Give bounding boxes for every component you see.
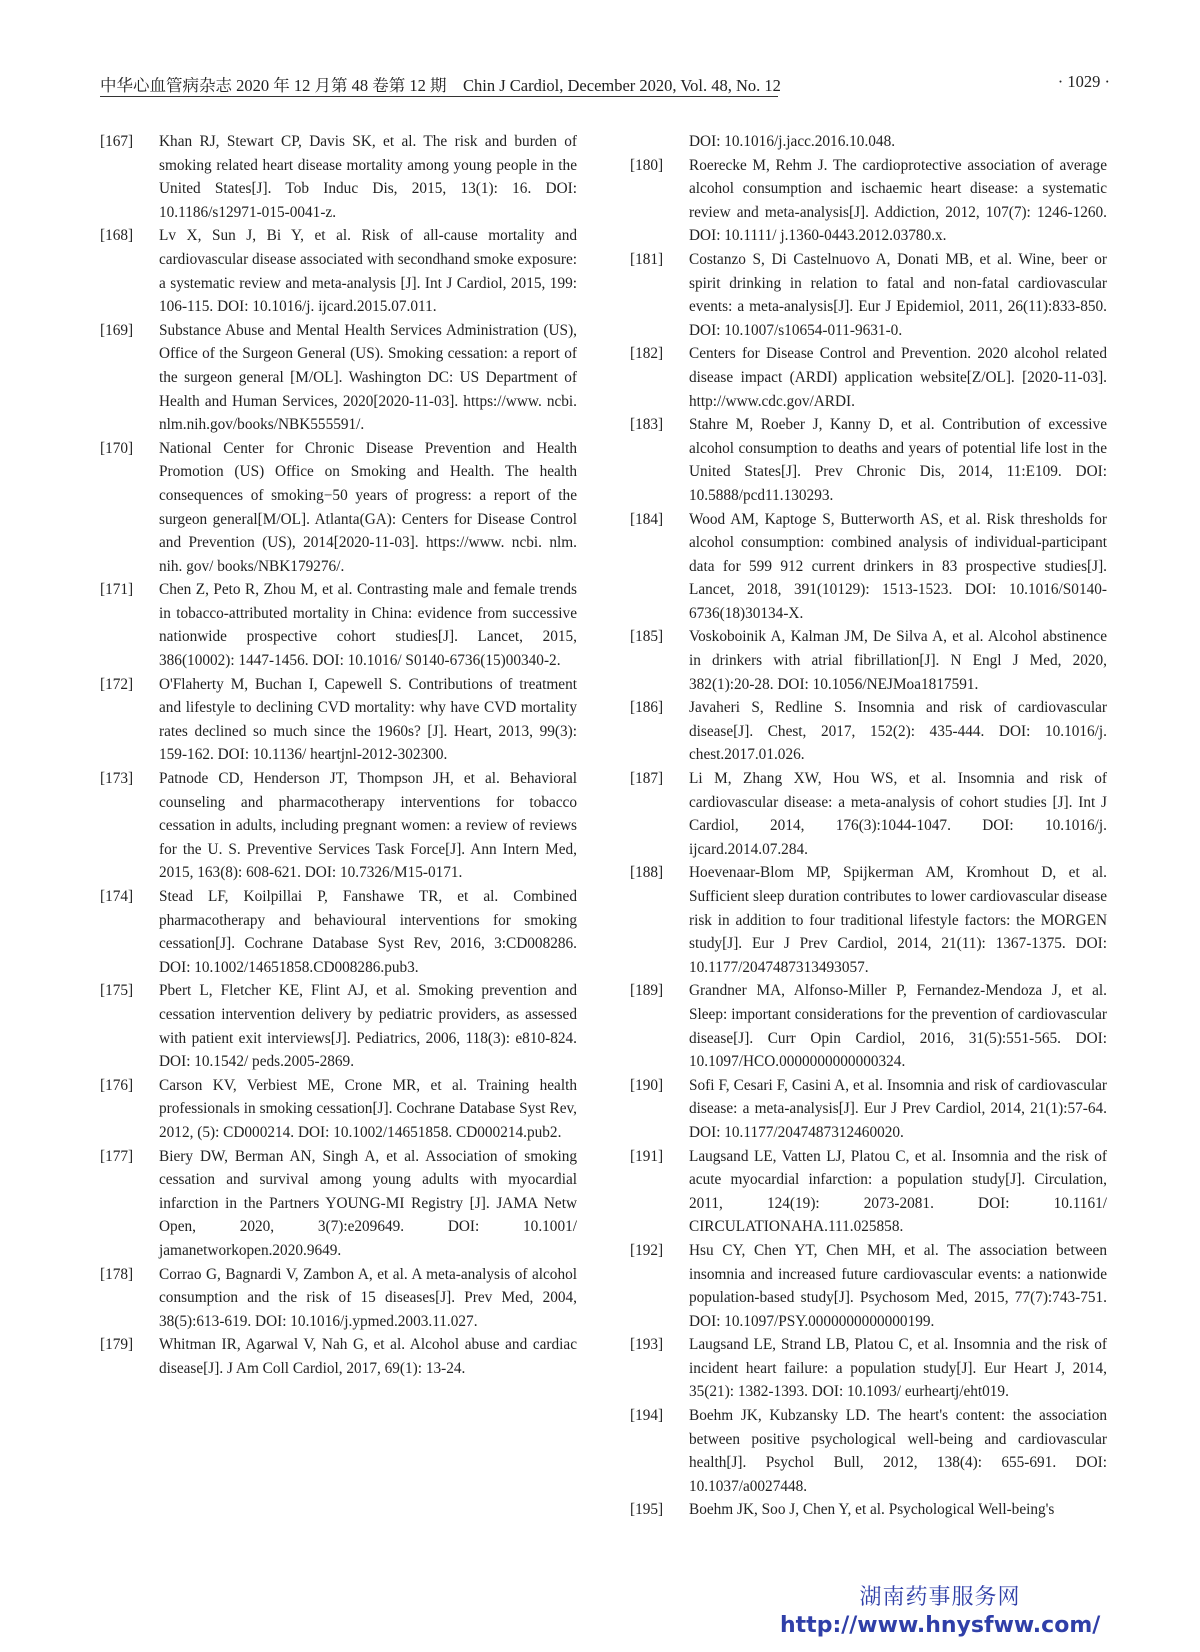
reference-item	[100, 1145, 577, 1263]
reference-text: DOI: 10.1016/j.jacc.2016.10.048.	[689, 133, 896, 150]
reference-number: [188]	[630, 864, 664, 882]
reference-item	[630, 767, 1107, 861]
reference-text: Li M, Zhang XW, Hou WS, et al. Insomnia and risk of cardiovascular disease: a meta-analysis of cohort studies [J]. Int J Cardiol, 2014, 176(3):1044-1047. DOI: 10.1016/j. ijcard.2014.07.284.	[689, 770, 1107, 858]
reference-number: [185]	[630, 628, 664, 646]
watermark	[780, 1580, 1100, 1638]
reference-text: Substance Abuse and Mental Health Services Administration (US), Office of the Surgeon General (US). Smoking cessation: a report of the surgeon general [M/OL]. Washington DC: US Department of Health and Human Services, 2020[2020-11-03]. https://www. ncbi. nlm.nih.gov/books/NBK555591/.	[159, 321, 577, 434]
reference-text: Chen Z, Peto R, Zhou M, et al. Contrasting male and female trends in tobacco-attributed mortality in China: evidence from successive nationwide prospective cohort studies[J]. Lancet, 2015, 386(10002): 1447-1456. DOI: 10.1016/ S0140-6736(15)00340-2.	[159, 581, 577, 670]
reference-text: Wood AM, Kaptoge S, Butterworth AS, et al. Risk thresholds for alcohol consumption: combined analysis of individual-participant data for 599 912 current drinkers in 83 prospective studies[J]. Lancet, 2018, 391(10129): 1513-1523. DOI: 10.1016/S0140-6736(18)30134-X.	[689, 510, 1107, 622]
reference-text: Patnode CD, Henderson JT, Thompson JH, et al. Behavioral counseling and pharmacotherapy interventions for tobacco cessation in adults, including pregnant women: a review of reviews for the U. S. Preventive Services Task Force[J]. Ann Intern Med, 2015, 163(8): 608-621. DOI: 10.7326/M15-0171.	[159, 770, 577, 882]
reference-text: O'Flaherty M, Buchan I, Capewell S. Contributions of treatment and lifestyle to declining CVD mortality: why have CVD mortality rates declined so much since the 1960s? [J]. Heart, 2013, 99(3): 159-162. DOI: 10.1136/ heartjnl-2012-302300.	[159, 675, 577, 764]
reference-item	[630, 154, 1107, 248]
reference-number: [167]	[100, 133, 134, 150]
reference-number: [195]	[630, 1501, 664, 1519]
reference-item	[630, 625, 1107, 696]
reference-number: [179]	[100, 1336, 134, 1354]
reference-text: Centers for Disease Control and Prevention. 2020 alcohol related disease impact (ARDI) application website[Z/OL]. [2020-11-03]. http://www.cdc.gov/ARDI.	[689, 345, 1107, 410]
reference-text: Corrao G, Bagnardi V, Zambon A, et al. A meta-analysis of alcohol consumption and the risk of 15 diseases[J]. Prev Med, 2004, 38(5):613-619. DOI: 10.1016/j.ypmed.2003.11.027.	[159, 1265, 577, 1330]
reference-item	[100, 224, 577, 318]
reference-number: [171]	[100, 581, 134, 599]
reference-number: [184]	[630, 510, 664, 528]
reference-item	[100, 578, 577, 672]
journal-citation: 中华心血管病杂志 2020 年 12 月第 48 卷第 12 期 Chin J Cardiol, December 2020, Vol. 48, No. 12	[100, 76, 781, 95]
reference-text: Laugsand LE, Strand LB, Platou C, et al. Insomnia and the risk of incident heart failure: a population study[J]. Eur Heart J, 2014, 35(21): 1382-1393. DOI: 10.1093/ eurheartj/eht019.	[689, 1336, 1107, 1401]
reference-text: Whitman IR, Agarwal V, Nah G, et al. Alcohol abuse and cardiac disease[J]. J Am Coll Cardiol, 2017, 69(1): 13-24.	[159, 1336, 577, 1377]
reference-number: [192]	[630, 1241, 664, 1259]
reference-continuation	[630, 130, 1107, 154]
reference-number: [187]	[630, 770, 664, 788]
reference-number: [190]	[630, 1076, 664, 1094]
right-reference-column	[630, 130, 1107, 1522]
reference-item	[100, 673, 577, 767]
reference-text: Lv X, Sun J, Bi Y, et al. Risk of all-cause mortality and cardiovascular disease associated with secondhand smoke exposure: a systematic review and meta-analysis [J]. Int J Cardiol, 2015, 199: 106-115. DOI: 10.1016/j. ijcard.2015.07.011.	[159, 227, 577, 316]
reference-item	[100, 885, 577, 979]
watermark-url: http://www.hnysfww.com/	[780, 1613, 1101, 1638]
reference-text: Sofi F, Cesari F, Casini A, et al. Insomnia and risk of cardiovascular disease: a meta-analysis[J]. Eur J Prev Cardiol, 2014, 21(1):57-64. DOI: 10.1177/2047487312460020.	[689, 1076, 1107, 1141]
reference-item	[630, 413, 1107, 507]
reference-number: [182]	[630, 345, 664, 363]
reference-number: [169]	[100, 321, 134, 339]
running-header	[100, 70, 1110, 96]
reference-item	[630, 1074, 1107, 1145]
reference-item	[100, 319, 577, 437]
reference-text: Boehm JK, Soo J, Chen Y, et al. Psychological Well-being's	[689, 1501, 1055, 1519]
reference-text: Grandner MA, Alfonso-Miller P, Fernandez-Mendoza J, et al. Sleep: important considerations for the prevention of cardiovascular disease[J]. Curr Opin Cardiol, 2016, 31(5):551-565. DOI: 10.1097/HCO.0000000000000324.	[689, 982, 1107, 1071]
reference-text: National Center for Chronic Disease Prevention and Health Promotion (US) Office on Smoking and Health. The health consequences of smoking−50 years of progress: a report of the surgeon general[M/OL]. Atlanta(GA): Centers for Disease Control and Prevention (US), 2014[2020-11-03]. https://www. ncbi. nlm. nih. gov/ books/NBK179276/.	[159, 439, 577, 575]
reference-number: [173]	[100, 770, 134, 788]
reference-item	[100, 979, 577, 1073]
reference-number: [194]	[630, 1407, 664, 1425]
reference-item	[630, 508, 1107, 626]
reference-item	[100, 437, 577, 579]
reference-text: Costanzo S, Di Castelnuovo A, Donati MB, et al. Wine, beer or spirit drinking in relation to fatal and non-fatal cardiovascular events: a meta-analysis[J]. Eur J Epidemiol, 2011, 26(11):833-850. DOI: 10.1007/s10654-011-9631-0.	[689, 250, 1107, 339]
reference-number: [168]	[100, 227, 134, 245]
reference-text: Hoevenaar-Blom MP, Spijkerman AM, Kromhout D, et al. Sufficient sleep duration contributes to lower cardiovascular disease risk in addition to four traditional lifestyle factors: the MORGEN study[J]. Eur J Prev Cardiol, 2014, 21(11): 1367-1375. DOI: 10.1177/2047487313493057.	[689, 864, 1107, 976]
reference-number: [181]	[630, 250, 664, 268]
reference-text: Laugsand LE, Vatten LJ, Platou C, et al. Insomnia and the risk of acute myocardial infarction: a population study[J]. Circulation, 2011, 124(19): 2073-2081. DOI: 10.1161/ CIRCULATIONAHA.111.025858.	[689, 1147, 1107, 1236]
reference-number: [183]	[630, 416, 664, 434]
reference-item	[630, 696, 1107, 767]
reference-number: [193]	[630, 1336, 664, 1354]
reference-number: [189]	[630, 982, 664, 1000]
reference-number: [174]	[100, 888, 134, 905]
left-reference-column	[100, 130, 577, 1380]
reference-text: Khan RJ, Stewart CP, Davis SK, et al. The risk and burden of smoking related heart disease mortality among young people in the United States[J]. Tob Induc Dis, 2015, 13(1): 16. DOI: 10.1186/s12971-015-0041-z.	[159, 133, 577, 221]
header-rule	[100, 96, 778, 97]
reference-item	[100, 1333, 577, 1380]
reference-text: Roerecke M, Rehm J. The cardioprotective association of average alcohol consumption and ischaemic heart disease: a systematic review and meta-analysis[J]. Addiction, 2012, 107(7): 1246-1260. DOI: 10.1111/ j.1360-0443.2012.03780.x.	[689, 156, 1107, 245]
reference-item	[630, 1333, 1107, 1404]
reference-item	[630, 1145, 1107, 1239]
reference-number: [191]	[630, 1147, 664, 1165]
reference-text: Carson KV, Verbiest ME, Crone MR, et al. Training health professionals in smoking cessation[J]. Cochrane Database Syst Rev, 2012, (5): CD000214. DOI: 10.1002/14651858. CD000214.pub2.	[159, 1076, 577, 1141]
reference-item	[100, 130, 577, 224]
reference-text: Hsu CY, Chen YT, Chen MH, et al. The association between insomnia and increased future cardiovascular events: a nationwide population-based study[J]. Psychosom Med, 2015, 77(7):743-751. DOI: 10.1097/PSY.0000000000000199.	[689, 1241, 1107, 1330]
reference-item	[630, 248, 1107, 342]
reference-item	[630, 1404, 1107, 1498]
reference-item	[100, 1074, 577, 1145]
reference-number: [172]	[100, 675, 134, 693]
reference-item	[100, 1263, 577, 1334]
reference-text: Stead LF, Koilpillai P, Fanshawe TR, et al. Combined pharmacotherapy and behavioural interventions for smoking cessation[J]. Cochrane Database Syst Rev, 2016, 3:CD008286. DOI: 10.1002/14651858.CD008286.pub3.	[159, 888, 577, 976]
reference-item	[630, 861, 1107, 979]
reference-text: Biery DW, Berman AN, Singh A, et al. Association of smoking cessation and survival among young adults with myocardial infarction in the Partners YOUNG-MI Registry [J]. JAMA Netw Open, 2020, 3(7):e209649. DOI: 10.1001/ jamanetworkopen.2020.9649.	[159, 1147, 577, 1259]
reference-text: Stahre M, Roeber J, Kanny D, et al. Contribution of excessive alcohol consumption to deaths and years of potential life lost in the United States[J]. Prev Chronic Dis, 2014, 11:E109. DOI: 10.5888/pcd11.130293.	[689, 416, 1107, 504]
page-number: · 1029 ·	[1057, 72, 1110, 91]
reference-number: [186]	[630, 699, 664, 717]
reference-number: [175]	[100, 982, 134, 1000]
reference-item	[630, 979, 1107, 1073]
reference-number: [177]	[100, 1147, 134, 1165]
watermark-site-name: 湖南药事服务网	[859, 1585, 1021, 1610]
reference-number: [170]	[100, 439, 134, 457]
reference-number: [176]	[100, 1076, 134, 1094]
reference-item	[630, 342, 1107, 413]
reference-text: Boehm JK, Kubzansky LD. The heart's content: the association between positive psychological well-being and cardiovascular health[J]. Psychol Bull, 2012, 138(4): 655-691. DOI: 10.1037/a0027448.	[689, 1407, 1107, 1495]
reference-number: [178]	[100, 1265, 134, 1283]
reference-text: Javaheri S, Redline S. Insomnia and risk of cardiovascular disease[J]. Chest, 2017, 152(2): 435-444. DOI: 10.1016/j. chest.2017.01.026.	[689, 699, 1107, 764]
reference-text: Pbert L, Fletcher KE, Flint AJ, et al. Smoking prevention and cessation intervention delivery by pediatric providers, as assessed with patient exit interviews[J]. Pediatrics, 2006, 118(3): e810-824. DOI: 10.1542/ peds.2005-2869.	[159, 982, 577, 1071]
reference-item	[630, 1239, 1107, 1333]
reference-text: Voskoboinik A, Kalman JM, De Silva A, et al. Alcohol abstinence in drinkers with atrial fibrillation[J]. N Engl J Med, 2020, 382(1):20-28. DOI: 10.1056/NEJMoa1817591.	[689, 628, 1107, 693]
reference-item	[100, 767, 577, 885]
reference-item	[630, 1498, 1107, 1522]
reference-number: [180]	[630, 156, 664, 174]
